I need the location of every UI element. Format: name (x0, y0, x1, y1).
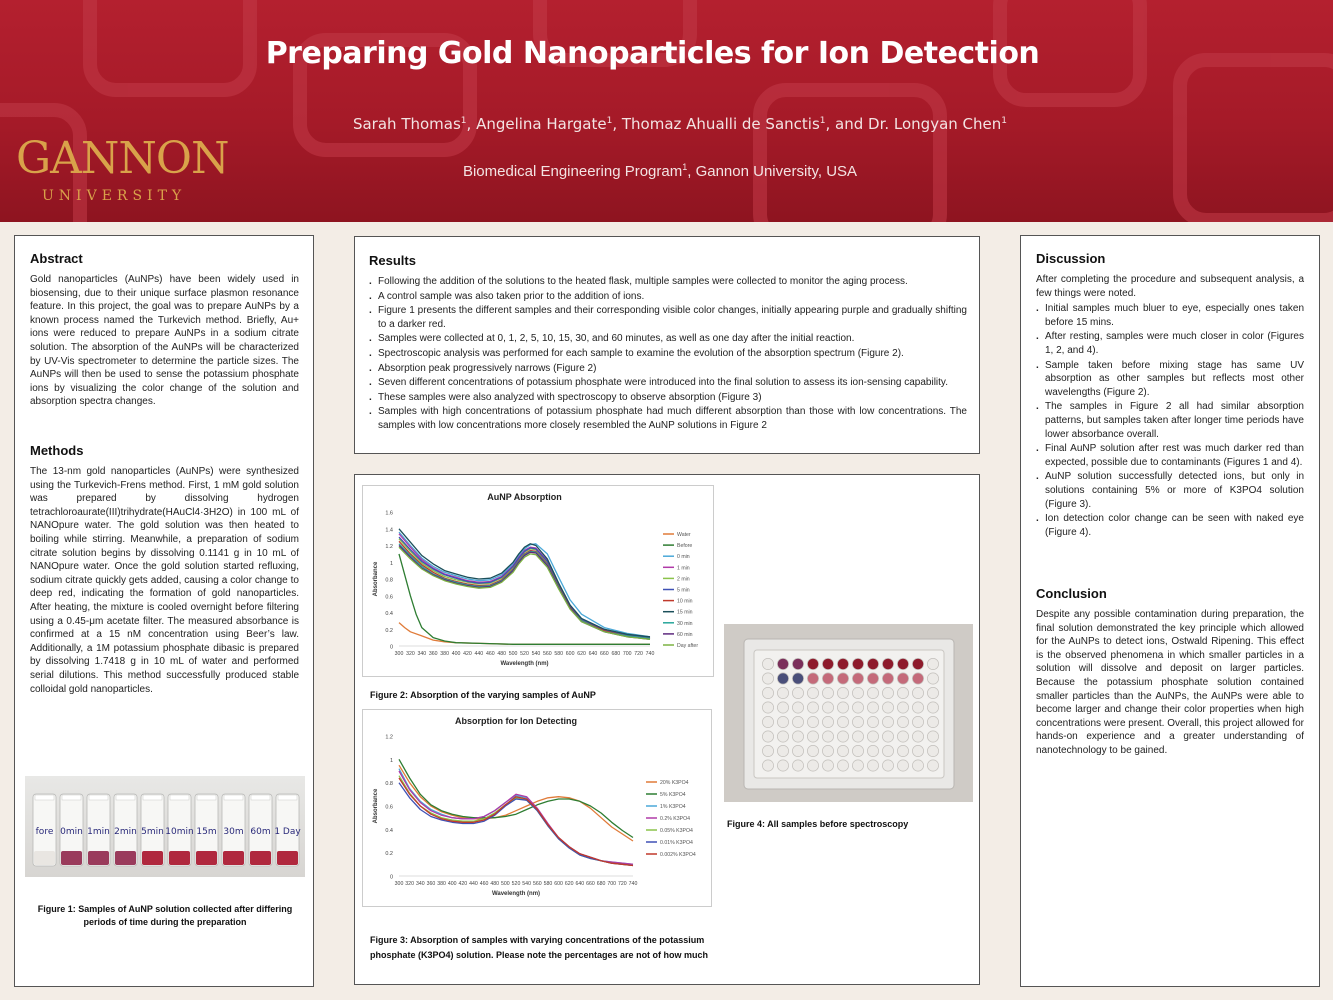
discussion-bullet: . After resting, samples were much closer in color (Figures 1, 2, and 4). (1036, 330, 1304, 357)
discussion-bullet: . Sample taken before mixing stage has same UV absorption as other samples but reflects most other wavelengths (Figure 2). (1036, 359, 1304, 400)
plate-well (852, 658, 863, 669)
x-tick-label: 600 (554, 881, 563, 887)
x-tick-label: 360 (426, 881, 436, 887)
y-tick-label: 0.4 (385, 827, 393, 834)
x-tick-label: 540 (531, 651, 541, 657)
plate-well (912, 760, 923, 771)
right-column-panel (1020, 235, 1320, 987)
plate-well (777, 658, 788, 669)
legend-label: 1% K3PO4 (660, 804, 686, 810)
affiliation-mark: 1 (819, 116, 826, 126)
legend-label: 20% K3PO4 (660, 780, 689, 786)
plate-well (792, 745, 803, 756)
x-tick-label: 400 (447, 881, 457, 887)
left-column-panel (14, 235, 314, 987)
x-tick-label: 500 (508, 651, 518, 657)
y-tick-label: 1 (389, 757, 393, 764)
plate-well (882, 731, 893, 742)
plate-well (822, 702, 833, 713)
author-list (330, 115, 1030, 133)
plate-well (882, 716, 893, 727)
plate-well (777, 716, 788, 727)
results-bullet: . Absorption peak progressively narrows (Figure 2) (369, 362, 967, 376)
figure4-plate-photo (724, 624, 973, 802)
figure1-vials-photo (25, 776, 305, 877)
results-bullet: . Following the addition of the solutions to the heated flask, multiple samples were collected to monitor the aging process. (369, 275, 967, 289)
university-logo: GANNON (16, 133, 229, 184)
plate-well (927, 716, 938, 727)
legend-label: 0.05% K3PO4 (660, 828, 693, 834)
plate-well (807, 673, 818, 684)
plate-well (882, 687, 893, 698)
affiliation-mark: 1 (460, 116, 467, 126)
author-separator: , and (825, 115, 869, 133)
plate-well (792, 760, 803, 771)
affiliation-mark: 1 (682, 162, 688, 172)
results-bullet: . Seven different concentrations of potassium phosphate were introduced into the final solution to assess its ion-sensing capability. (369, 376, 967, 390)
plate-well (837, 702, 848, 713)
y-tick-label: 0.2 (385, 851, 393, 858)
plate-well (762, 673, 773, 684)
x-tick-label: 480 (490, 881, 500, 887)
vial (60, 794, 83, 866)
affiliation (360, 162, 960, 180)
plate-well (912, 702, 923, 713)
plate-well (807, 687, 818, 698)
discussion-bullet: . AuNP solution successfully detected ions, but only in solutions containing 5% or more of K3PO4 solution (Figure 3). (1036, 470, 1304, 511)
methods-text: The 13-nm gold nanoparticles (AuNPs) were synthesized using the Turkevich-Frens method. First, 1 mM gold solution was prepared by dissolving hydrogen tetrachloroaurate(III)trihydrate(HAuCl4·3H2O) in 100 mL of NANOpure water. The gold solution was then heated to boiling while stirring. Meanwhile, a preparation of sodium citrate solution begins by dissolving 0.1141 g in 10 mL of NANOpure water. Once the gold solution started refluxing, sodium citrate quickly gets added, causing a color change to deep red, indicating the formation of gold nanoparticles. After heating, the mixture is cooled overnight before filtering using a 0.45-μm acetate filter. The measured absorbance is confirmed at a 15 nM concentration using Beer’s law. Additionally, a 1M potassium phosphate dibasic is prepared by dissolving 1.7418 g in 10 mL of water and performed serial dilutions. This method successfully produced stable colloidal gold nanoparticles. (30, 466, 299, 695)
plate-well (837, 687, 848, 698)
plate-well (762, 731, 773, 742)
poster-header (0, 0, 1333, 222)
x-axis-label: Wavelength (nm) (500, 661, 549, 667)
plate-well (912, 658, 923, 669)
plate-well (882, 760, 893, 771)
plate-well (927, 731, 938, 742)
plate-well (912, 687, 923, 698)
legend-label: Day after (677, 643, 699, 649)
plate-well (882, 702, 893, 713)
plate-well (912, 673, 923, 684)
plate-well (807, 760, 818, 771)
plate-well (822, 673, 833, 684)
plate-well (792, 687, 803, 698)
series-line (399, 765, 633, 841)
plate-well (852, 702, 863, 713)
plate-well (927, 745, 938, 756)
x-tick-label: 440 (474, 651, 484, 657)
plate-well (762, 760, 773, 771)
x-tick-label: 460 (485, 651, 495, 657)
x-tick-label: 360 (428, 651, 438, 657)
x-tick-label: 520 (511, 881, 521, 887)
plate-well (822, 760, 833, 771)
plate-well (792, 731, 803, 742)
x-tick-label: 480 (497, 651, 507, 657)
plate-well (807, 731, 818, 742)
discussion-intro: After completing the procedure and subsequent analysis, a few things were noted. (1036, 274, 1304, 299)
plate-well (792, 716, 803, 727)
x-tick-label: 440 (469, 881, 478, 887)
legend-label: Before (677, 543, 693, 550)
plate-well (882, 658, 893, 669)
y-tick-label: 1.4 (385, 527, 393, 534)
affiliation-location: , Gannon University, USA (687, 163, 858, 180)
affiliation-mark: 1 (606, 116, 613, 126)
x-tick-label: 720 (618, 881, 627, 887)
y-tick-label: 0.4 (385, 611, 393, 617)
results-heading: Results (369, 253, 416, 268)
vial (114, 794, 137, 866)
plate-well (777, 687, 788, 698)
figures-panel (354, 474, 980, 985)
affiliation-name: Biomedical Engineering Program (462, 163, 683, 180)
plate-well (867, 702, 878, 713)
plate-well (897, 745, 908, 756)
results-list (369, 275, 967, 433)
plate-well (837, 731, 848, 742)
x-tick-label: 340 (417, 651, 427, 657)
legend-label: 30 min (677, 620, 693, 627)
x-tick-label: 660 (586, 881, 595, 887)
legend-label: 0.002% K3PO4 (660, 852, 696, 858)
series-line (399, 769, 633, 865)
vial-label: 2min (114, 827, 137, 837)
plate-well (927, 673, 938, 684)
vial (195, 794, 218, 866)
vial-label: 15m (196, 827, 217, 837)
plate-well (762, 702, 773, 713)
plate-well (822, 658, 833, 669)
x-tick-label: 600 (565, 651, 575, 657)
plate-well (927, 658, 938, 669)
conclusion-text: Despite any possible contamination during preparation, the final solution demonstrated the key principle which allowed for the AuNPs to detect ions, Ostwald Ripening. This effect is the observed phenomena in which smaller particles in a solution will dissolve and deposit on larger particles. Because the potassium phosphate solution contained smaller particles than the AuNPs, the AuNPs were able to become larger and change their color properties when high concentrations were present. Overall, this project allowed for hands-on experience and a greater understanding of nanotechnology to be gained. (1036, 609, 1304, 756)
author-separator: , (612, 115, 622, 133)
x-tick-label: 720 (634, 651, 643, 657)
plate-well (822, 716, 833, 727)
plate-well (777, 702, 788, 713)
figure2-chart (362, 485, 714, 677)
plate-well (927, 702, 938, 713)
plate-well (912, 745, 923, 756)
x-axis-label: Wavelength (nm) (491, 891, 541, 897)
vial-label: 60m (250, 827, 271, 837)
series-line (399, 537, 650, 638)
legend-label: Water (677, 532, 691, 538)
y-tick-label: 0.2 (385, 627, 393, 634)
plate-well (837, 716, 848, 727)
plate-well (897, 716, 908, 727)
discussion-bullet: . Initial samples much bluer to eye, especially ones taken before 15 mins. (1036, 302, 1304, 329)
vial-label: 0min (60, 827, 83, 837)
vial (87, 794, 110, 866)
legend-label: 0.01% K3PO4 (660, 840, 693, 846)
plate-well (837, 673, 848, 684)
vial-label: 30m (223, 827, 244, 837)
absorption-chart (363, 486, 713, 676)
x-tick-label: 300 (394, 881, 404, 887)
x-tick-label: 660 (600, 651, 609, 657)
abstract-text: Gold nanoparticles (AuNPs) have been widely used in biosensing, due to their unique surface plasmon resonance feature. In this project, the goal was to prepare AuNPs by a known process named the Turkevich method. Briefly, Au+ ions were reduced to prepare AuNPs in a sodium citrate solution. The absorption of the AuNPs will be characterized by UV-Vis spectrometer to determine the particle sizes. The AuNPs will then be used to sense the potassium phosphate ions by visualizing the color change of the solution and absorption spectra changes. (30, 274, 299, 408)
figure4-caption: Figure 4: All samples before spectroscopy (727, 819, 909, 829)
legend-label: 0 min (677, 554, 690, 561)
results-bullet: . Samples were collected at 0, 1, 2, 5, 10, 15, 30, and 60 minutes, as well as one day after the initial reaction. (369, 332, 967, 346)
plate-well (792, 673, 803, 684)
x-tick-label: 680 (611, 651, 621, 657)
x-tick-label: 560 (542, 651, 552, 657)
well-plate-illustration (724, 624, 973, 802)
plate-well (777, 731, 788, 742)
plate-well (882, 673, 893, 684)
x-tick-label: 700 (622, 651, 632, 657)
plate-well (762, 687, 773, 698)
plate-well (837, 745, 848, 756)
plate-well (852, 760, 863, 771)
x-tick-label: 540 (522, 881, 531, 887)
vials-illustration (25, 776, 305, 877)
vial (274, 794, 301, 866)
x-tick-label: 740 (628, 881, 638, 887)
series-line (399, 547, 650, 639)
x-tick-label: 680 (596, 881, 606, 887)
discussion-bullet: . Final AuNP solution after rest was much darker red than expected, possible due to contaminants (Figures 1 and 4). (1036, 442, 1304, 469)
series-line (399, 776, 633, 866)
x-tick-label: 300 (394, 651, 404, 657)
legend-label: 0.2% K3PO4 (660, 816, 690, 822)
legend-label: 10 min (677, 598, 693, 605)
x-tick-label: 460 (479, 881, 489, 887)
conclusion-heading: Conclusion (1036, 586, 1107, 601)
plate-well (762, 716, 773, 727)
x-tick-label: 640 (575, 881, 585, 887)
plate-well (897, 702, 908, 713)
x-tick-label: 500 (501, 881, 510, 887)
x-tick-label: 580 (543, 881, 553, 887)
y-tick-label: 0.8 (385, 577, 393, 584)
plate-well (777, 673, 788, 684)
x-tick-label: 380 (437, 881, 446, 887)
plate-well (927, 687, 938, 698)
ion-detection-chart (363, 710, 711, 906)
results-bullet: . Spectroscopic analysis was performed for each sample to examine the evolution of the absorption spectrum (Figure 2). (369, 347, 967, 361)
plate-well (852, 716, 863, 727)
legend-label: 60 min (677, 631, 693, 638)
x-tick-label: 520 (520, 651, 529, 657)
y-tick-label: 0 (389, 874, 393, 881)
plate-well (807, 658, 818, 669)
plate-well (897, 731, 908, 742)
y-tick-label: 0 (389, 644, 393, 651)
plate-well (852, 745, 863, 756)
x-tick-label: 740 (645, 651, 655, 657)
x-tick-label: 320 (405, 881, 414, 887)
x-tick-label: 420 (458, 881, 468, 887)
series-line (399, 778, 633, 866)
plate-well (837, 760, 848, 771)
discussion-list (1036, 302, 1304, 539)
plate-well (912, 731, 923, 742)
chart-title: AuNP Absorption (487, 492, 562, 502)
plate-well (912, 716, 923, 727)
vial-label: 5min (141, 827, 164, 837)
plate-well (852, 673, 863, 684)
results-bullet: . These samples were also analyzed with spectroscopy to observe absorption (Figure 3) (369, 391, 967, 405)
vial (222, 794, 245, 866)
plate-well (807, 745, 818, 756)
plate-well (792, 658, 803, 669)
author-name: Angelina Hargate (476, 115, 607, 133)
chart-title: Absorption for Ion Detecting (455, 716, 577, 726)
legend-label: 5% K3PO4 (660, 792, 686, 798)
y-axis-label: Absorbance (373, 561, 379, 597)
x-tick-label: 340 (415, 881, 425, 887)
discussion-bullet: . The samples in Figure 2 all had similar absorption patterns, but samples taken after longer time periods have lower absorbance overall. (1036, 400, 1304, 441)
plate-well (897, 673, 908, 684)
header-pattern (0, 0, 1333, 222)
x-tick-label: 580 (554, 651, 564, 657)
x-tick-label: 620 (564, 881, 574, 887)
y-tick-label: 1 (389, 560, 393, 567)
university-logo-subtitle: UNIVERSITY (42, 188, 187, 204)
abstract-heading: Abstract (30, 251, 83, 266)
results-bullet: . Figure 1 presents the different samples and their corresponding visible color changes, initially appearing purple and gradually shifting to a darker red. (369, 304, 967, 331)
plate-well (867, 760, 878, 771)
y-tick-label: 1.2 (385, 544, 393, 550)
author-name: Dr. Longyan Chen (868, 115, 1002, 133)
x-tick-label: 400 (451, 651, 461, 657)
affiliation-mark: 1 (1001, 116, 1008, 126)
plate-well (777, 745, 788, 756)
plate-well (807, 716, 818, 727)
x-tick-label: 700 (607, 881, 617, 887)
vial-label: 1min (87, 827, 110, 837)
vial (33, 794, 56, 866)
y-tick-label: 0.6 (385, 804, 393, 811)
plate-well (852, 687, 863, 698)
y-axis-label: Absorbance (373, 788, 379, 824)
plate-well (762, 658, 773, 669)
plate-well (867, 745, 878, 756)
x-tick-label: 640 (588, 651, 598, 657)
x-tick-label: 620 (577, 651, 586, 657)
plate-well (777, 760, 788, 771)
plate-well (852, 731, 863, 742)
plate-well (807, 702, 818, 713)
figure3-caption: Figure 3: Absorption of samples with varying concentrations of the potassium phosphate (K3PO4) solution. Please note the percentages are not of how much (370, 935, 709, 960)
poster-title: Preparing Gold Nanoparticles for Ion Detection (265, 36, 1040, 71)
y-tick-label: 1.6 (385, 510, 393, 517)
plate-well (762, 745, 773, 756)
results-bullet: . Samples with high concentrations of potassium phosphate had much different absorption than those with low concentrations. The samples with low concentrations more closely resembled the AuNP solutions in Figure 2 (369, 405, 967, 432)
x-tick-label: 320 (406, 651, 415, 657)
vial (165, 794, 193, 866)
plate-well (897, 687, 908, 698)
vial (249, 794, 272, 866)
legend-label: 15 min (677, 609, 693, 616)
plate-well (867, 716, 878, 727)
vial (141, 794, 164, 866)
plate-well (822, 731, 833, 742)
plate-well (822, 745, 833, 756)
author-name: Thomaz Ahualli de Sanctis (621, 115, 820, 133)
author-name: Sarah Thomas (352, 115, 461, 133)
methods-heading: Methods (30, 443, 84, 458)
y-tick-label: 1.2 (385, 734, 393, 741)
plate-well (897, 760, 908, 771)
plate-well (822, 687, 833, 698)
y-tick-label: 0.6 (385, 594, 393, 601)
y-tick-label: 0.8 (385, 781, 393, 788)
plate-well (867, 658, 878, 669)
discussion-heading: Discussion (1036, 251, 1106, 266)
plate-well (867, 673, 878, 684)
series-line (399, 529, 650, 637)
plate-well (897, 658, 908, 669)
x-tick-label: 420 (463, 651, 472, 657)
figure3-chart (362, 709, 712, 907)
figure1-caption: Figure 1: Samples of AuNP solution collected after differing periods of time during the preparation (37, 904, 293, 927)
legend-label: 1 min (677, 565, 690, 572)
plate-well (837, 658, 848, 669)
legend-label: 2 min (677, 576, 690, 583)
results-bullet: . A control sample was also taken prior to the addition of ions. (369, 290, 967, 304)
vial-label: 10min (165, 827, 194, 837)
series-line (399, 546, 650, 640)
vial-label: 1 Day (274, 827, 301, 837)
legend-label: 5 min (677, 587, 690, 594)
vial-label: fore (35, 827, 54, 837)
plate-well (792, 702, 803, 713)
plate-well (867, 731, 878, 742)
figure2-caption: Figure 2: Absorption of the varying samples of AuNP (370, 690, 596, 700)
plate-well (867, 687, 878, 698)
plate-well (927, 760, 938, 771)
x-tick-label: 560 (532, 881, 542, 887)
results-panel (354, 236, 980, 454)
author-separator: , (466, 115, 477, 133)
x-tick-label: 380 (440, 651, 449, 657)
plate-well (882, 745, 893, 756)
discussion-bullet: . Ion detection color change can be seen with naked eye (Figure 4). (1036, 512, 1304, 539)
